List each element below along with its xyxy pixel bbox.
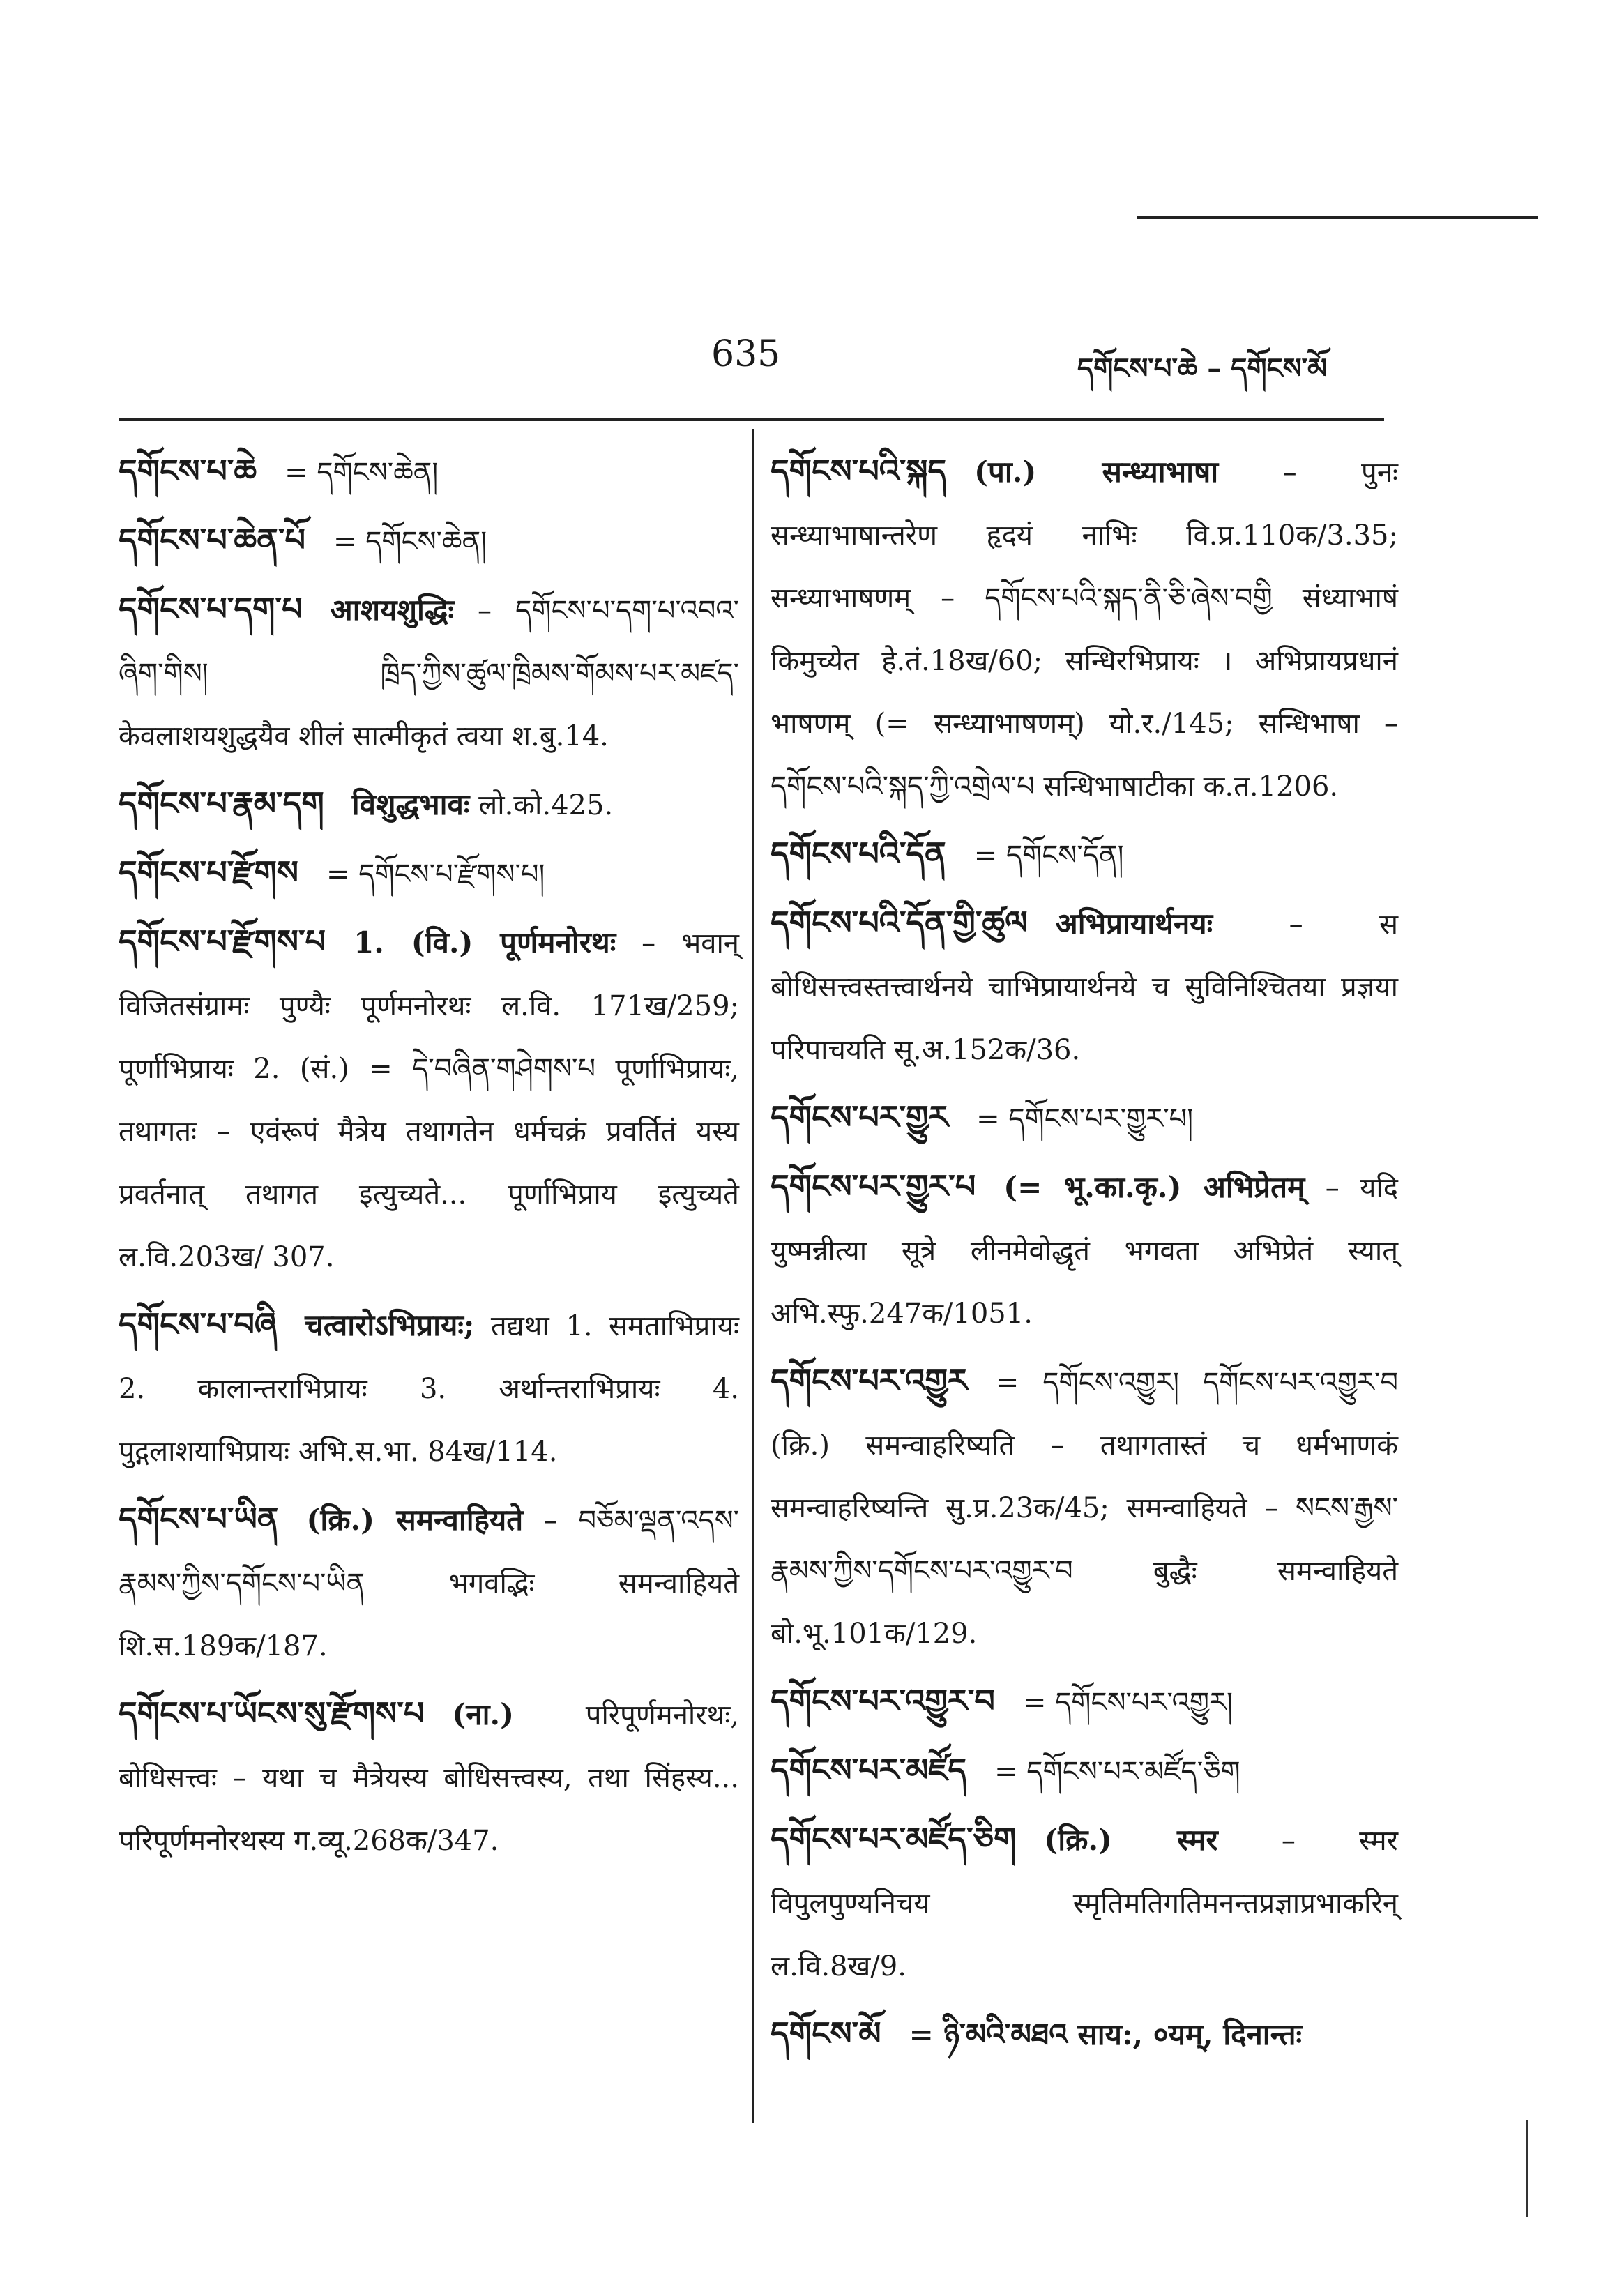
entry-gloss: = ཉི་མའི་མཐའ साय:, ०यम्, दिनान्तः <box>909 2017 1303 2051</box>
dictionary-entry <box>119 508 739 573</box>
dictionary-entry <box>771 1738 1398 1803</box>
running-head: དགོངས་པ་ཆེ – དགོངས་མོ <box>1077 352 1328 385</box>
dictionary-entry <box>119 1487 739 1678</box>
entry-headword: དགོངས་པ་ཆེ <box>119 452 257 489</box>
dictionary-entry <box>119 439 739 504</box>
entry-headword: དགོངས་པར་འགྱུར་བ <box>771 1682 995 1720</box>
entry-headword: དགོངས་མོ <box>771 2014 881 2052</box>
page-number: 635 <box>711 333 781 375</box>
entry-text: लो.को.425. <box>478 789 614 821</box>
entry-gloss: अभिप्रायार्थनयः <box>1055 906 1213 941</box>
entry-headword: དགོངས་པར་མཛོད་ཅིག <box>771 1820 1017 1858</box>
entry-gloss: (क्रि.) स्मर <box>1044 1823 1218 1857</box>
dictionary-entry <box>771 2002 1398 2067</box>
dictionary-entry <box>771 1807 1398 1998</box>
top-rule <box>1137 216 1538 219</box>
column-divider <box>752 429 754 2123</box>
entry-headword: དགོངས་པ་རྫོགས <box>119 853 298 891</box>
entry-text: = དགོངས་འགྱུར། དགོངས་པར་འགྱུར་བ (क्रि.) समन्वाहरिष्यति – तथागतास्तं च धर्मभाणकं समन्वाहरिष्यन्ति सु.प्र.23क/45; समन्वाहियते – སངས་རྒྱས་རྣམས་ཀྱིས་དགོངས་པར་འགྱུར་བ बुद्धैः समन्वाहियते बो.भू.101क/129. <box>771 1367 1398 1650</box>
entry-gloss: (ना.) <box>452 1697 514 1731</box>
entry-gloss: 1. (वि.) पूर्णमनोरथः <box>354 925 616 959</box>
entry-headword: དགོངས་པ་རྫོགས་པ <box>119 923 326 960</box>
dictionary-entry <box>119 1682 739 1872</box>
entry-gloss: आशयशुद्धिः <box>330 593 454 627</box>
entry-gloss: (= भू.का.कृ.) अभिप्रेतम् <box>1003 1170 1305 1204</box>
entry-text: तद्यथा 1. समताभिप्रायः 2. कालान्तराभिप्रायः 3. अर्थान्तराभिप्रायः 4. पुद्गलाशयाभिप्रायः अभि.स.भा. 84ख/114. <box>119 1310 740 1468</box>
entry-headword: དགོངས་པ་ཆེན་པོ <box>119 521 305 559</box>
entry-gloss: (क्रि.) समन्वाहियते <box>306 1503 524 1537</box>
entry-headword: དགོངས་པའི་སྐད <box>771 452 947 489</box>
entry-gloss: (पा.) सन्ध्याभाषा <box>974 455 1219 489</box>
entry-text: = དགོངས་པར་གྱུར་པ། <box>976 1103 1194 1135</box>
dictionary-entry <box>771 439 1398 818</box>
dictionary-entry <box>771 1086 1398 1151</box>
entry-text: – यदि युष्मन्नीत्या सूत्रे लीनमेवोद्धृतं भगवता अभिप्रेतं स्यात् अभि.स्फु.247क/1051. <box>771 1172 1398 1330</box>
dictionary-entry <box>771 1669 1398 1734</box>
dictionary-entry <box>119 772 739 837</box>
entry-headword: དགོངས་པའི་དོན་གྱི་ཚུལ <box>771 904 1028 941</box>
entry-headword: དགོངས་པ་ཡོངས་སུ་རྫོགས་པ <box>119 1694 425 1732</box>
entry-headword: དགོངས་པར་འགྱུར <box>771 1362 968 1399</box>
entry-gloss: चत्वारोऽभिप्रायः; <box>305 1308 475 1342</box>
dictionary-entry <box>771 1155 1398 1345</box>
entry-headword: དགོངས་པ་རྣམ་དག <box>119 784 324 822</box>
entry-text: – स्मर विपुलपुण्यनिचय स्मृतिमतिगतिमनन्तप्रज्ञाप्रभाकरिन् ल.वि.8ख/9. <box>771 1825 1398 1982</box>
left-column <box>119 439 739 1876</box>
entry-headword: དགོངས་པར་གྱུར <box>771 1098 949 1136</box>
entry-text: – पुनः सन्ध्याभाषान्तरेण हृदयं नाभिः वि.प्र.110क/3.35; सन्ध्याभाषणम् – དགོངས་པའི་སྐད་ནི་ཅི་ཞེས་བགྱི संध्याभाषं किमुच्येत हे.तं.18ख/60; सन्धिरभिप्रायः । अभिप्रायप्रधानं भाषणम् (= सन्ध्याभाषणम्) यो.र./145; सन्धिभाषा – དགོངས་པའི་སྐད་ཀྱི་འགྲེལ་པ सन्धिभाषाटीका क.त.1206. <box>771 457 1399 803</box>
entry-text: – स बोधिसत्त्वस्तत्त्वार्थनये चाभिप्रायार्थनये च सुविनिश्चितया प्रज्ञया परिपाचयति सू.अ.152क/36. <box>771 909 1398 1066</box>
dictionary-entry <box>119 1293 739 1483</box>
right-column <box>771 439 1398 2071</box>
entry-text: – བཅོམ་ལྡན་འདས་རྣམས་ཀྱིས་དགོངས་པ་ཡིན भगवद्भिः समन्वाहियते शि.स.189क/187. <box>119 1505 740 1662</box>
dictionary-entry <box>119 910 739 1289</box>
entry-text: = དགོངས་ཆེན། <box>333 526 487 558</box>
entry-text: = དགོངས་ཆེན། <box>284 457 439 489</box>
entry-headword: དགོངས་པར་གྱུར་པ <box>771 1167 976 1205</box>
entry-gloss: विशुद्धभावः <box>351 787 470 821</box>
entry-headword: དགོངས་པ་དག་པ <box>119 590 303 628</box>
dictionary-entry <box>771 1349 1398 1665</box>
entry-text: = དགོངས་པ་རྫོགས་པ། <box>326 858 545 890</box>
entry-text: परिपूर्णमनोरथः, बोधिसत्त्वः – यथा च मैत्रेयस्य बोधिसत्त्वस्य, तथा सिंहस्य... परिपूर्णमनोरथस्य ग.व्यू.268क/347. <box>119 1699 739 1857</box>
entry-text: = དགོངས་པར་མཛོད་ཅིག <box>994 1756 1240 1788</box>
dictionary-entry <box>771 891 1398 1082</box>
entry-headword: དགོངས་པ་ཡིན <box>119 1500 279 1538</box>
entry-headword: དགོངས་པར་མཛོད <box>771 1751 967 1789</box>
margin-mark <box>1526 2120 1528 2217</box>
entry-text: = དགོངས་དོན། <box>973 840 1124 872</box>
entry-headword: དགོངས་པ་བཞི <box>119 1305 278 1343</box>
entry-text: – भवान् विजितसंग्रामः पुण्यैः पूर्णमनोरथः ल.वि. 171ख/259; पूर्णाभिप्रायः 2. (सं.) = དེ་བཞིན་གཤེགས་པ पूर्णाभिप्रायः, तथागतः – एवंरूपं मैत्रेय तथागतेन धर्मचक्रं प्रवर्तितं यस्य प्रवर्तनात् तथागत इत्युच्यते... पूर्णाभिप्राय इत्युच्यते ल.वि.203ख/ 307. <box>119 927 740 1273</box>
entry-text: = དགོངས་པར་འགྱུར། <box>1022 1687 1233 1719</box>
dictionary-entry <box>771 822 1398 887</box>
entry-headword: དགོངས་པའི་དོན <box>771 835 946 872</box>
dictionary-entry <box>119 841 739 906</box>
entry-text: – དགོངས་པ་དག་པ་འབའ་ཞིག་གིས། ཁྲིད་ཀྱིས་ཚུལ་ཁྲིམས་གོམས་པར་མཛད་ केवलाशयशुद्धयैव शीलं सात्मीकृतं त्वया श.बु.14. <box>119 595 739 752</box>
header-rule <box>119 418 1384 421</box>
dictionary-entry <box>119 577 739 768</box>
